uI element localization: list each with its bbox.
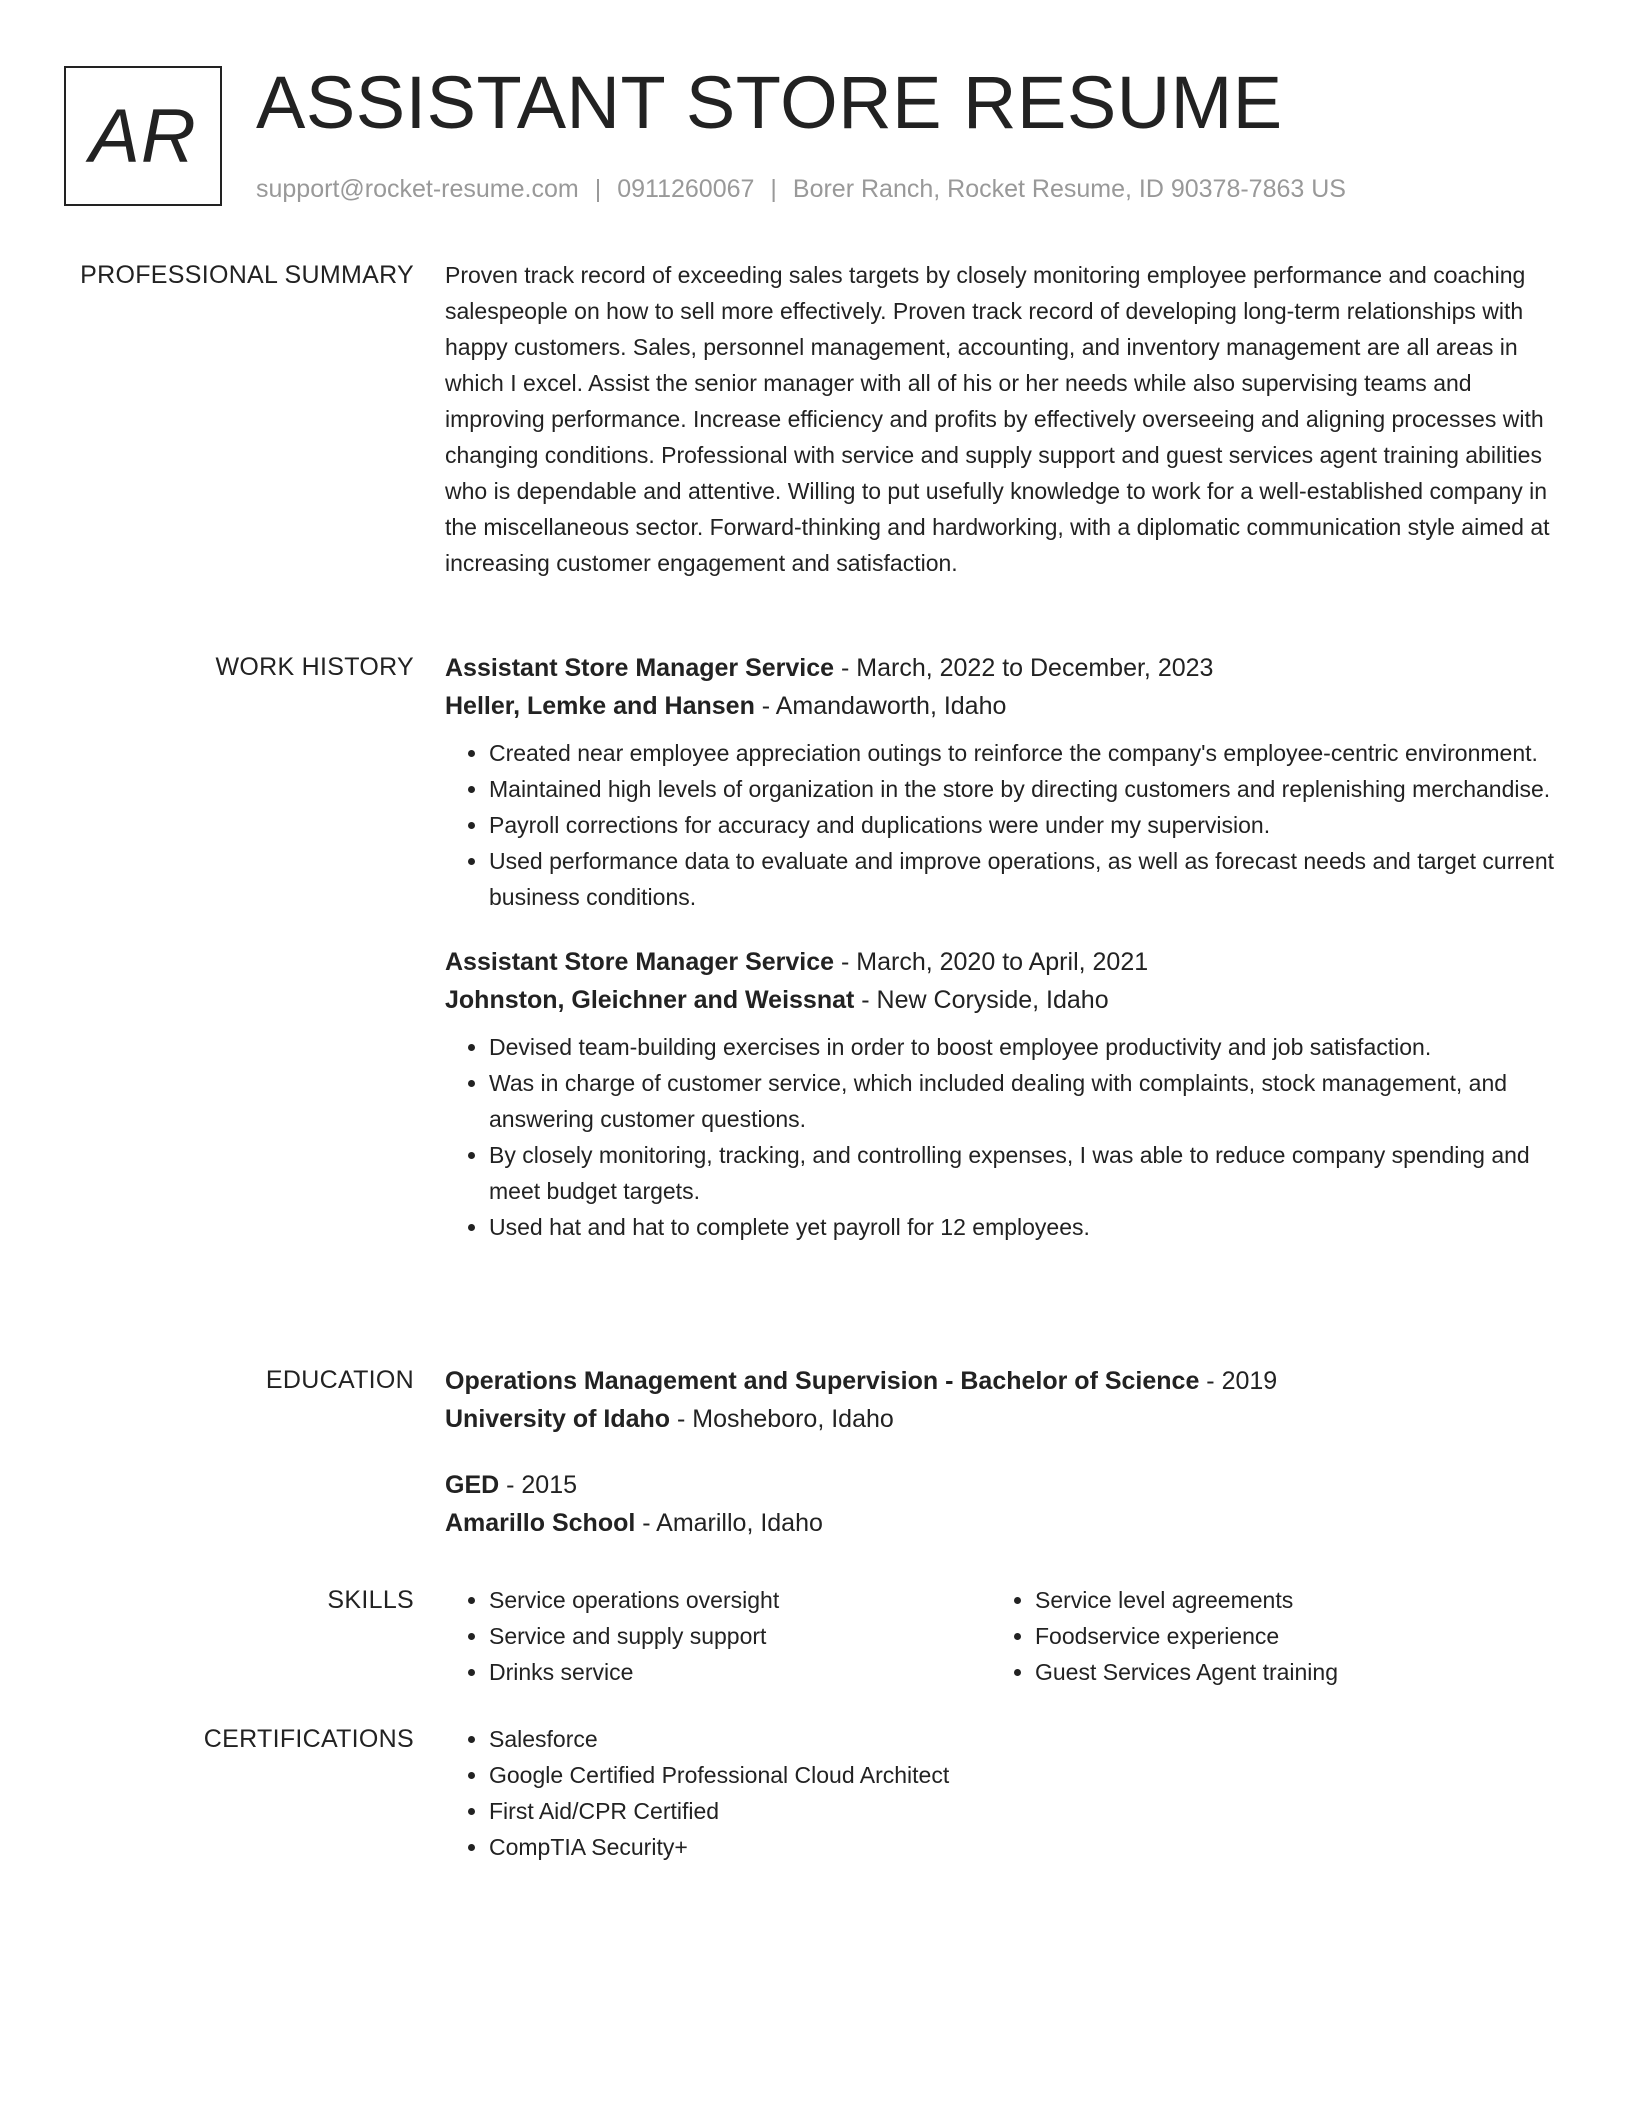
education-school: Amarillo School <box>445 1509 636 1537</box>
job-title: Assistant Store Manager Service <box>445 948 835 976</box>
skill-item: • Service and supply support <box>489 1618 991 1654</box>
contact-phone[interactable]: 0911260067 <box>617 175 755 203</box>
job-bullet: • Payroll corrections for accuracy and duplications were under my supervision. <box>489 807 1560 843</box>
contact-separator: | <box>594 175 602 203</box>
contact-email[interactable]: support@rocket-resume.com <box>256 175 579 203</box>
education-school-line <box>445 1400 1560 1438</box>
certification-item: • CompTIA Security+ <box>489 1829 1560 1865</box>
skill-item: • Drinks service <box>489 1654 991 1690</box>
summary-body <box>445 257 1560 581</box>
job-bullet: • Devised team-building exercises in order to boost employee productivity and job satisfaction. <box>489 1029 1560 1065</box>
skills-columns <box>445 1582 1560 1690</box>
contact-separator: | <box>770 175 777 203</box>
work-history-body <box>445 649 1560 1273</box>
education-degree-line <box>445 1362 1560 1400</box>
section-label-certifications: CERTIFICATIONS <box>203 1725 414 1753</box>
certifications-body <box>445 1721 1560 1865</box>
education-entry <box>445 1362 1560 1438</box>
education-school-line <box>445 1504 1560 1542</box>
monogram-initials: AR <box>89 93 197 179</box>
section-label-work-history: WORK HISTORY <box>215 653 414 681</box>
job-bullet: • Was in charge of customer service, which included dealing with complaints, stock management, and answering customer questions. <box>489 1065 1560 1137</box>
job-company-line <box>445 981 1560 1019</box>
job-bullets <box>445 1029 1560 1245</box>
skill-item: • Guest Services Agent training <box>1035 1654 1537 1690</box>
skill-item: • Foodservice experience <box>1035 1618 1537 1654</box>
job-company-line <box>445 687 1560 725</box>
job-bullet: • Used performance data to evaluate and improve operations, as well as forecast needs and target current business conditions. <box>489 843 1560 915</box>
job-location: - New Coryside, Idaho <box>854 986 1109 1014</box>
job-dates: - March, 2022 to December, 2023 <box>834 654 1214 682</box>
section-label-education: EDUCATION <box>265 1366 414 1394</box>
job-bullet: • By closely monitoring, tracking, and controlling expenses, I was able to reduce company spending and meet budget targets. <box>489 1137 1560 1209</box>
contact-address: Borer Ranch, Rocket Resume, ID 90378-7863 US <box>792 175 1346 203</box>
skills-column-left <box>445 1582 991 1690</box>
monogram-box <box>64 66 222 206</box>
skill-item: • Service operations oversight <box>489 1582 991 1618</box>
job-company: Johnston, Gleichner and Weissnat <box>445 986 855 1014</box>
job-title-line <box>445 649 1560 687</box>
job-entry <box>445 649 1560 915</box>
education-degree: Operations Management and Supervision - Bachelor of Science <box>445 1367 1200 1395</box>
job-location: - Amandaworth, Idaho <box>754 692 1007 720</box>
job-title-line <box>445 943 1560 981</box>
certifications-list <box>445 1721 1560 1865</box>
job-dates: - March, 2020 to April, 2021 <box>834 948 1149 976</box>
education-location: - Mosheboro, Idaho <box>670 1405 894 1433</box>
job-bullets <box>445 735 1560 915</box>
education-degree-line <box>445 1466 1560 1504</box>
certification-item: • First Aid/CPR Certified <box>489 1793 1560 1829</box>
job-bullet: • Used hat and hat to complete yet payroll for 12 employees. <box>489 1209 1560 1245</box>
job-company: Heller, Lemke and Hansen <box>445 692 755 720</box>
section-label-summary: PROFESSIONAL SUMMARY <box>80 261 414 289</box>
section-label-skills: SKILLS <box>327 1586 414 1614</box>
skills-column-right <box>991 1582 1537 1690</box>
job-bullet: • Maintained high levels of organization in the store by directing customers and replenishing merchandise. <box>489 771 1560 807</box>
contact-line <box>256 172 1346 206</box>
summary-text: Proven track record of exceeding sales targets by closely monitoring employee performance and coaching salespeople on how to sell more effectively. Proven track record of developing long-term relationships with happy customers. Sales, personnel management, accounting, and inventory management are all areas in which I excel. Assist the senior manager with all of his or her needs while also supervising teams and improving performance. Increase efficiency and profits by effectively overseeing and aligning processes with changing conditions. Professional with service and supply support and guest services agent training abilities who is dependable and attentive. Willing to put usefully knowledge to work for a well-established company in the miscellaneous sector. Forward-thinking and hardworking, with a diplomatic communication style aimed at increasing customer engagement and satisfaction. <box>445 262 1550 576</box>
certification-item: • Google Certified Professional Cloud Architect <box>489 1757 1560 1793</box>
education-school: University of Idaho <box>445 1405 671 1433</box>
education-degree: GED <box>445 1471 500 1499</box>
resume-title: ASSISTANT STORE RESUME <box>256 61 1283 144</box>
certification-item: • Salesforce <box>489 1721 1560 1757</box>
skills-body <box>445 1582 1560 1690</box>
education-year: - 2015 <box>499 1471 578 1499</box>
job-entry <box>445 943 1560 1245</box>
skill-item: • Service level agreements <box>1035 1582 1537 1618</box>
education-location: - Amarillo, Idaho <box>635 1509 823 1537</box>
education-entry <box>445 1466 1560 1542</box>
education-year: - 2019 <box>1199 1367 1278 1395</box>
job-bullet: • Created near employee appreciation outings to reinforce the company's employee-centric environment. <box>489 735 1560 771</box>
education-body <box>445 1362 1560 1570</box>
job-title: Assistant Store Manager Service <box>445 654 835 682</box>
